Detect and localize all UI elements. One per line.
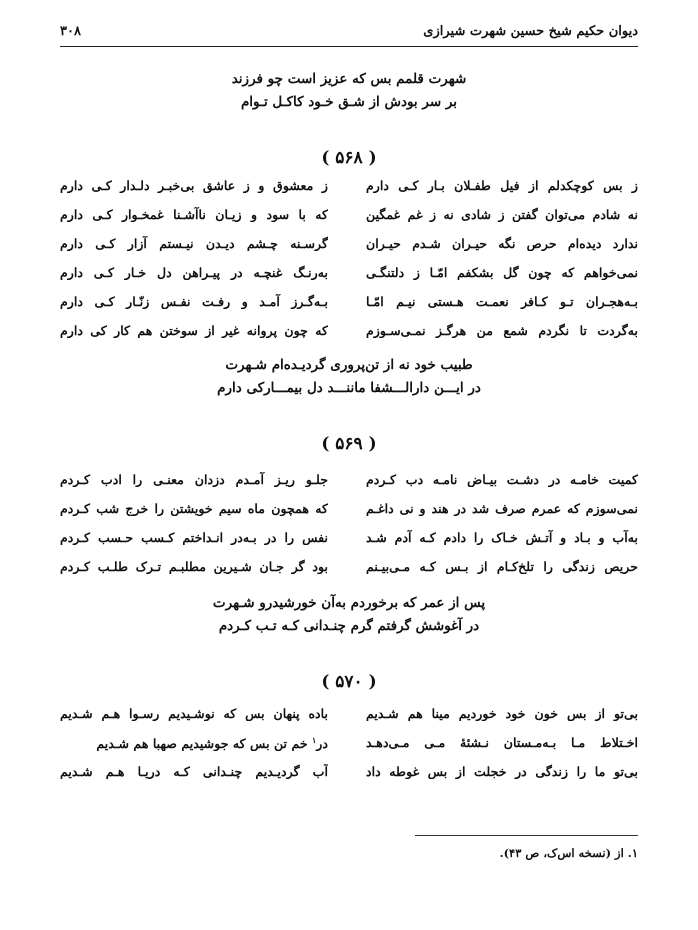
hemistich-text: خم تن بس که جوشیدیم صهبا هم شـدیم bbox=[96, 736, 308, 752]
hemistich-right: بی‌تو ما را زندگی در خجلت از بس غوطه داد bbox=[366, 764, 638, 779]
footnote-divider bbox=[415, 835, 638, 836]
couplet bbox=[60, 764, 638, 793]
hemistich-right: نه شادم می‌توان گفتن ز شادی نه ز غم غمگین bbox=[366, 207, 638, 222]
hemistich-right: نمی‌خواهم که چون گل بشکفم امّـا ز دلتنگـی bbox=[366, 265, 638, 280]
hemistich-left: گرسـنه چـشم دیـدن نیـستم آزار کـی دارم bbox=[60, 236, 328, 251]
hemistich-left: باده پنهان بس که نوشـیدیم رسـوا هـم شـدیم bbox=[60, 706, 328, 721]
hemistich-left: بـه‌گـرز آمـد و رفـت نفـس زنّـار کـی دارم bbox=[60, 294, 328, 309]
hemistich-right: ندارد دیده‌ام حرص نگه حیـران شـدم حیـران bbox=[366, 236, 638, 251]
poem-568-couplets bbox=[60, 178, 638, 352]
poem-570-couplets bbox=[60, 706, 638, 793]
hemistich-left: که چون پروانه غیر از سوختن هم کار کی دارم bbox=[60, 323, 328, 338]
closing-couplet bbox=[60, 592, 638, 638]
couplet bbox=[60, 735, 638, 764]
hemistich-left bbox=[60, 735, 328, 751]
hemistich-left: که همچون ماه سیم خویشتن را خرج شب کـردم bbox=[60, 501, 328, 516]
intro-couplet bbox=[60, 68, 638, 114]
intro-hemistich-1: شهرت قلمم بس که عزیز است چو فرزند bbox=[231, 71, 467, 87]
couplet bbox=[60, 559, 638, 588]
hemistich-right: به‌گردت تا نگردم شمع من هرگـز نمـی‌سـوزم bbox=[366, 323, 638, 338]
hemistich-left: که با سود و زیـان ناآشـنا غمخـوار کـی دارم bbox=[60, 207, 328, 222]
hemistich-left: آب گردیـدیم چنـدانی کـه دریـا هـم شـدیم bbox=[60, 764, 328, 779]
hemistich-left: بود گر جـان شـیرین مطلبـم تـرک طلـب کـردم bbox=[60, 559, 328, 574]
page-number: ۳۰۸ bbox=[60, 24, 81, 39]
hemistich-right: بـه‌هجـران تـو کـافر نعمـت هـستی نیـم امّـا bbox=[366, 294, 638, 309]
hemistich-left: ز معشوق و ز عاشق بی‌خبـر دلـدار کـی دارم bbox=[60, 178, 328, 193]
footnote: ۱. از (نسخه اس‌ک، ص ۴۳). bbox=[499, 846, 638, 860]
footnote-marker: ۱ bbox=[312, 735, 317, 745]
hemistich-right: ز بس کوچکدلم از فیل طفـلان بـار کـی دارم bbox=[366, 178, 638, 193]
poem-number: ( ۵۷۰ ) bbox=[321, 672, 377, 692]
hemistich-right: حریص زندگی را تلخ‌کـام از بـس کـه مـی‌بیـنم bbox=[366, 559, 638, 574]
closing-hemistich-1: پس از عمر که برخوردم به‌آن خورشیدرو شـهرت bbox=[212, 595, 486, 611]
header-divider bbox=[60, 46, 638, 47]
couplet bbox=[60, 472, 638, 501]
couplet bbox=[60, 706, 638, 735]
hemistich-prefix: در bbox=[316, 736, 328, 752]
hemistich-right: نمی‌سوزم که عمرم صرف شد در هند و نی داغـم bbox=[366, 501, 638, 516]
couplet bbox=[60, 530, 638, 559]
hemistich-right: کمیت خامـه در دشـت بیـاض نامـه دب کـردم bbox=[366, 472, 638, 487]
hemistich-right: اخـتلاط مـا بـه‌مـستان نـشئهٔ مـی مـی‌دهـد bbox=[366, 735, 638, 750]
poem-number: ( ۵۶۹ ) bbox=[321, 434, 377, 454]
closing-hemistich-2: در ایـــن دارالـــشفا ماننـــد دل بیمـــارکی دارم bbox=[217, 380, 481, 396]
couplet bbox=[60, 236, 638, 265]
couplet bbox=[60, 501, 638, 530]
intro-hemistich-2: بر سر بودش از شـق خـود کاکـل تـوام bbox=[240, 94, 458, 110]
closing-couplet bbox=[60, 354, 638, 400]
closing-hemistich-2: در آغوشش گرفتم گرم چنـدانی کـه تـب کـردم bbox=[218, 618, 480, 634]
page-header bbox=[60, 22, 638, 44]
couplet bbox=[60, 265, 638, 294]
hemistich-right: بی‌تو از بس خون خود خوردیم مینا هم شـدیم bbox=[366, 706, 638, 721]
poem-569-couplets bbox=[60, 472, 638, 588]
closing-hemistich-1: طبیب خود نه از تن‌پروری گردیـده‌ام شـهرت bbox=[225, 357, 473, 373]
hemistich-left: جلـو ریـز آمـدم دزدان معنـی را ادب کـردم bbox=[60, 472, 328, 487]
hemistich-left: به‌رنـگ غنچـه در پیـراهن دل خـار کـی دارم bbox=[60, 265, 328, 280]
couplet bbox=[60, 294, 638, 323]
couplet bbox=[60, 207, 638, 236]
hemistich-right: به‌آب و بـاد و آتـش خـاک را دادم کـه آدم شـد bbox=[366, 530, 638, 545]
hemistich-left: نفس را در بـه‌در انـداختم کـسب حـسب کـردم bbox=[60, 530, 328, 545]
couplet bbox=[60, 323, 638, 352]
couplet bbox=[60, 178, 638, 207]
poem-number: ( ۵۶۸ ) bbox=[321, 148, 377, 168]
book-title: دیوان حکیم شیخ حسین شهرت شیرازی bbox=[423, 24, 638, 39]
